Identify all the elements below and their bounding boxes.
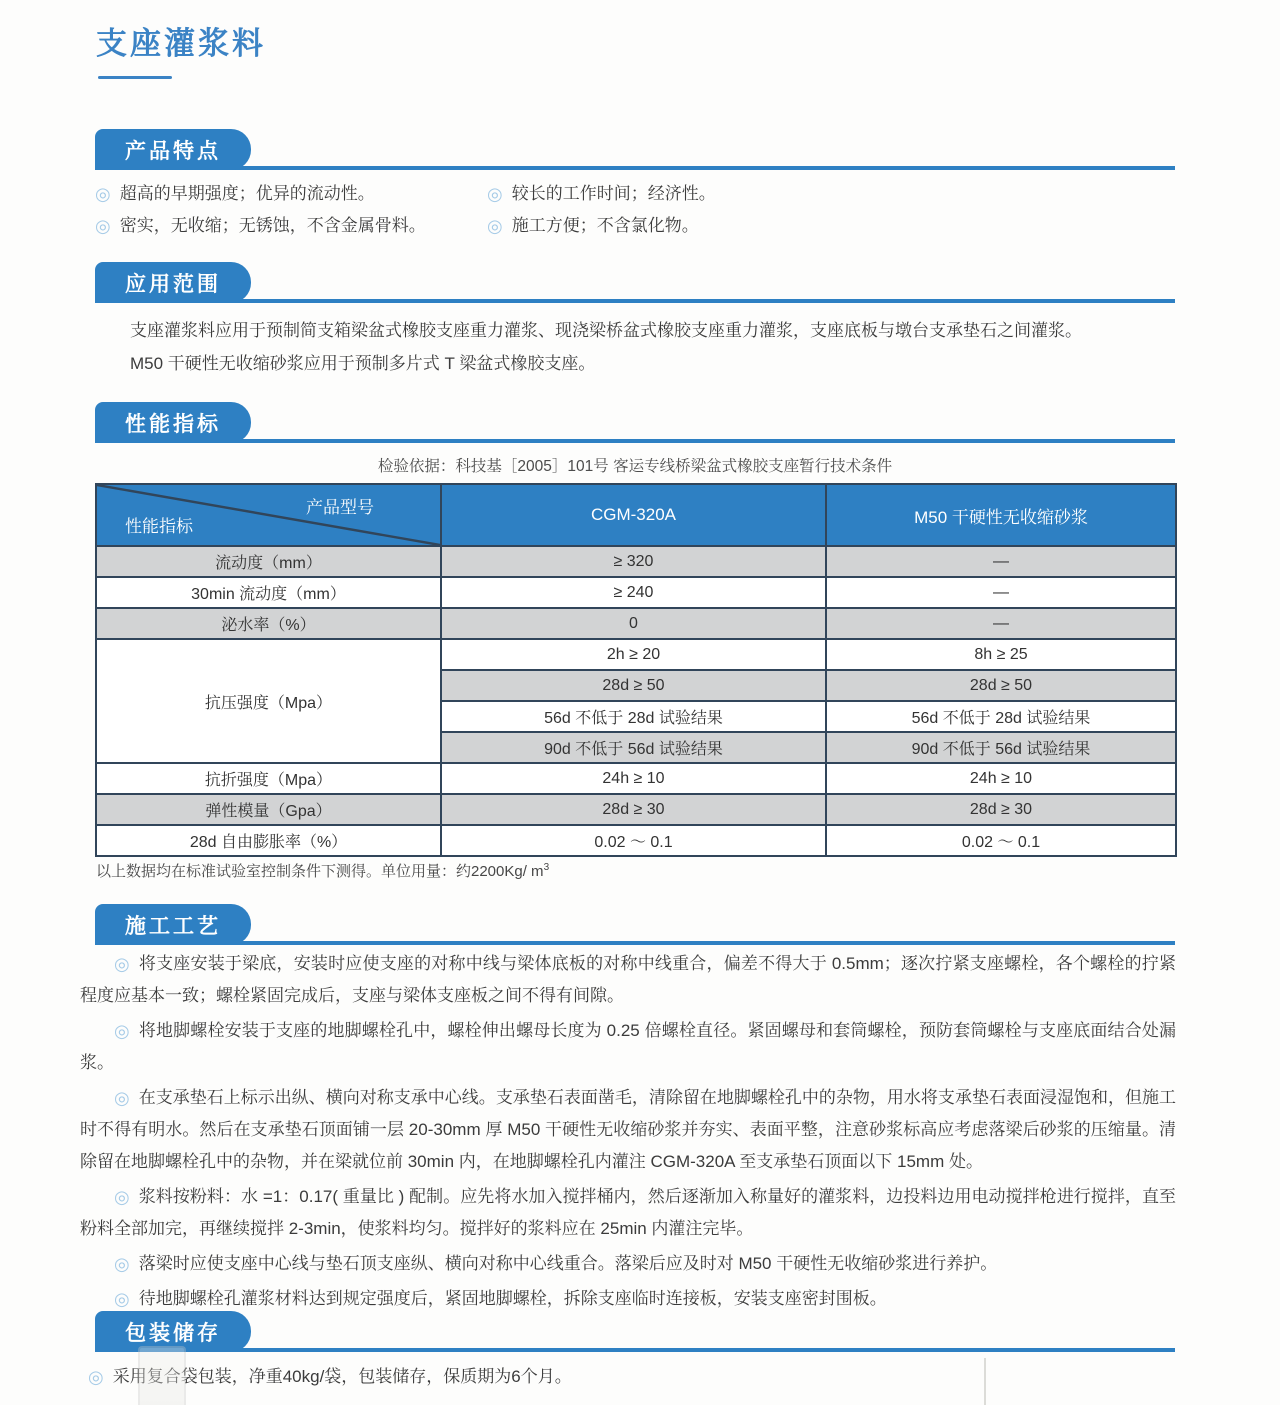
m50-value: 90d 不低于 56d 试验结果	[826, 732, 1176, 763]
footnote-text: 以上数据均在标准试验室控制条件下测得。单位用量：约2200Kg/ m	[96, 863, 544, 880]
step-text: 将地脚螺栓安装于支座的地脚螺栓孔中，螺栓伸出螺母长度为 0.25 倍螺栓直径。紧固螺母和套筒螺栓，预防套筒螺栓与支座底面结合处漏浆。	[80, 1021, 1176, 1072]
ring-bullet-icon: ◎	[114, 1088, 130, 1108]
corner-label-indicator: 性能指标	[125, 517, 193, 536]
feature-item	[95, 211, 426, 237]
scan-artifact	[984, 1358, 986, 1405]
table-row	[96, 639, 1176, 670]
row-label: 流动度（mm）	[96, 546, 441, 577]
performance-table	[95, 483, 1177, 857]
ring-bullet-icon: ◎	[114, 1187, 130, 1207]
ring-bullet-icon: ◎	[95, 184, 111, 204]
table-row	[96, 794, 1176, 825]
ring-bullet-icon: ◎	[114, 1254, 130, 1274]
table-corner-cell	[96, 484, 441, 546]
section-header-packaging	[95, 1311, 1175, 1352]
ring-bullet-icon: ◎	[487, 184, 503, 204]
cgm-value: 2h ≥ 20	[441, 639, 826, 670]
row-label-compressive: 抗压强度（Mpa）	[96, 639, 441, 763]
m50-value: 8h ≥ 25	[826, 639, 1176, 670]
process-step	[80, 1082, 1176, 1178]
application-line: M50 干硬性无收缩砂浆应用于预制多片式 T 梁盆式橡胶支座。	[130, 354, 596, 373]
m50-value: —	[826, 577, 1176, 608]
row-label: 弹性模量（Gpa）	[96, 794, 441, 825]
feature-text: 密实，无收缩；无锈蚀，不含金属骨料。	[119, 216, 426, 235]
application-line: 支座灌浆料应用于预制简支箱梁盆式橡胶支座重力灌浆、现浇梁桥盆式橡胶支座重力灌浆，支座底板与墩台支承垫石之间灌浆。	[130, 321, 1082, 340]
m50-value: —	[826, 608, 1176, 639]
table-row	[96, 608, 1176, 639]
row-label: 30min 流动度（mm）	[96, 577, 441, 608]
m50-value: 56d 不低于 28d 试验结果	[826, 701, 1176, 732]
page-title: 支座灌浆料	[96, 26, 266, 61]
row-label: 泌水率（%）	[96, 608, 441, 639]
table-row	[96, 825, 1176, 856]
process-step	[80, 1015, 1176, 1079]
ring-bullet-icon: ◎	[95, 216, 111, 236]
test-basis-note: 检验依据：科技基［2005］101号 客运专线桥梁盆式橡胶支座暂行技术条件	[377, 458, 893, 475]
process-step	[80, 948, 1176, 1012]
section-badge-process: 施工工艺	[95, 904, 251, 945]
cgm-value: ≥ 240	[441, 577, 826, 608]
section-header-application	[95, 262, 1175, 303]
feature-text: 较长的工作时间；经济性。	[511, 184, 716, 203]
scan-artifact	[138, 1346, 186, 1405]
column-header-cgm: CGM-320A	[441, 484, 826, 546]
cgm-value: 56d 不低于 28d 试验结果	[441, 701, 826, 732]
row-label: 抗折强度（Mpa）	[96, 763, 441, 794]
table-row	[96, 546, 1176, 577]
section-badge-features: 产品特点	[95, 129, 251, 170]
step-text: 浆料按粉料：水 =1：0.17( 重量比 ) 配制。应先将水加入搅拌桶内，然后逐渐加入称量好的灌浆料，边投料边用电动搅拌枪进行搅拌，直至粉料全部加完，再继续搅拌 2-3min，使浆料均匀。搅拌好的浆料应在 25min 内灌注完毕。	[80, 1187, 1176, 1238]
section-header-process	[95, 904, 1175, 945]
cgm-value: 28d ≥ 50	[441, 670, 826, 701]
table-row	[96, 763, 1176, 794]
footnote-superscript: 3	[543, 862, 550, 873]
step-text: 将支座安装于梁底，安装时应使支座的对称中线与梁体底板的对称中线重合，偏差不得大于 0.5mm；逐次拧紧支座螺栓，各个螺栓的拧紧程度应基本一致；螺栓紧固完成后，支座与梁体支座板之间不得有间隙。	[80, 954, 1176, 1005]
m50-value: —	[826, 546, 1176, 577]
cgm-value: 28d ≥ 30	[441, 794, 826, 825]
step-text: 落梁时应使支座中心线与垫石顶支座纵、横向对称中心线重合。落梁后应及时对 M50 干硬性无收缩砂浆进行养护。	[138, 1254, 998, 1273]
feature-text: 施工方便；不含氯化物。	[511, 216, 699, 235]
row-label: 28d 自由膨胀率（%）	[96, 825, 441, 856]
title-underline	[98, 76, 172, 79]
table-footnote	[96, 860, 549, 881]
step-text: 在支承垫石上标示出纵、横向对称支承中心线。支承垫石表面凿毛，清除留在地脚螺栓孔中的杂物，用水将支承垫石表面浸湿饱和，但施工时不得有明水。然后在支承垫石顶面铺一层 20-30mm 厚 M50 干硬性无收缩砂浆并夯实、表面平整，注意砂浆标高应考虑落梁后砂浆的压缩量。清除留在地脚螺栓孔中的杂物，并在梁就位前 30min 内，在地脚螺栓孔内灌注 CGM-320A 至支承垫石顶面以下 15mm 处。	[80, 1088, 1176, 1171]
cgm-value: 0.02 ～ 0.1	[441, 825, 826, 856]
section-header-performance	[95, 402, 1175, 443]
feature-text: 超高的早期强度；优异的流动性。	[119, 184, 375, 203]
section-badge-packaging: 包装储存	[95, 1311, 251, 1352]
feature-item	[487, 211, 699, 237]
cgm-value: 90d 不低于 56d 试验结果	[441, 732, 826, 763]
ring-bullet-icon: ◎	[114, 1289, 130, 1309]
ring-bullet-icon: ◎	[88, 1367, 104, 1387]
section-badge-performance: 性能指标	[95, 402, 251, 443]
ring-bullet-icon: ◎	[114, 954, 130, 974]
m50-value: 24h ≥ 10	[826, 763, 1176, 794]
process-steps	[80, 948, 1176, 1318]
m50-value: 28d ≥ 30	[826, 794, 1176, 825]
ring-bullet-icon: ◎	[487, 216, 503, 236]
corner-label-product-model: 产品型号	[306, 498, 374, 517]
process-step	[80, 1248, 1176, 1280]
table-header-row	[96, 484, 1176, 546]
cgm-value: ≥ 320	[441, 546, 826, 577]
section-badge-application: 应用范围	[95, 262, 251, 303]
ring-bullet-icon: ◎	[114, 1021, 130, 1041]
m50-value: 28d ≥ 50	[826, 670, 1176, 701]
feature-item	[95, 179, 375, 205]
m50-value: 0.02 ～ 0.1	[826, 825, 1176, 856]
packaging-text: 采用复合袋包装，净重40kg/袋，包装储存，保质期为6个月。	[112, 1367, 572, 1386]
process-step	[80, 1181, 1176, 1245]
column-header-m50: M50 干硬性无收缩砂浆	[826, 484, 1176, 546]
table-row	[96, 577, 1176, 608]
cgm-value: 24h ≥ 10	[441, 763, 826, 794]
cgm-value: 0	[441, 608, 826, 639]
step-text: 待地脚螺栓孔灌浆材料达到规定强度后，紧固地脚螺栓，拆除支座临时连接板，安装支座密封围板。	[138, 1289, 887, 1308]
section-header-features	[95, 129, 1175, 170]
feature-item	[487, 179, 716, 205]
